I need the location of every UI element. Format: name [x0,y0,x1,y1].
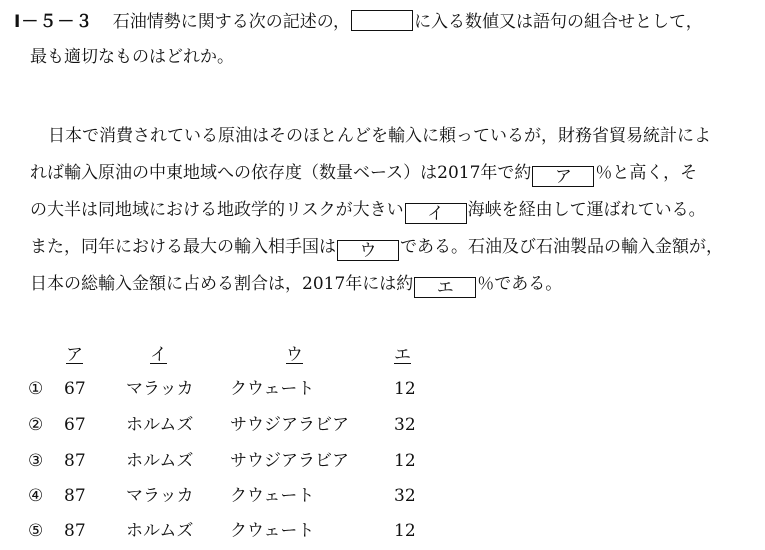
option-mark: ② [28,415,44,435]
blank-a: ア [532,166,594,187]
cell-i: ホルムズ [126,521,194,541]
cell-a: 67 [64,415,86,435]
passage-text: 海峡を経由して運ばれている。 [467,200,706,220]
passage-text: れば輸入原油の中東地域への依存度（数量ベース）は2017年で約 [30,163,532,183]
option-mark: ① [28,379,44,399]
question-line-2 [30,46,234,68]
option-mark: ⑤ [28,521,44,541]
question-number: Ⅰ－５－３ [14,12,94,32]
cell-e: 12 [394,521,416,541]
blank-e: エ [414,277,476,298]
passage-text: ％と高く，そ [595,163,698,183]
cell-e: 12 [394,451,416,471]
cell-a: 87 [64,486,86,506]
passage-line-4 [30,236,723,261]
cell-i: ホルムズ [126,451,194,471]
passage-line-2 [30,162,697,187]
blank-u: ウ [337,240,399,261]
cell-a: 87 [64,451,86,471]
table-header-u: ウ [286,345,303,365]
question-stem-part2: に入る数値又は語句の組合せとして， [414,12,703,32]
blank-i: イ [405,203,467,224]
cell-u: クウェート [230,379,315,399]
cell-e: 32 [394,415,416,435]
passage-text: ％である。 [477,274,563,294]
option-mark: ③ [28,451,44,471]
question-line-1 [14,10,703,33]
cell-e: 12 [394,379,416,399]
cell-u: サウジアラビア [230,451,349,471]
cell-i: ホルムズ [126,415,194,435]
passage-text: 日本の総輸入金額に占める割合は，2017年には約 [30,274,414,294]
passage-line-5 [30,273,562,298]
cell-u: クウェート [230,486,315,506]
table-header-a: ア [66,345,83,365]
passage-line-1 [48,125,711,147]
passage-text: である。石油及び石油製品の輸入金額が， [400,237,723,257]
cell-i: マラッカ [126,486,194,506]
table-header-e: エ [394,345,411,365]
cell-i: マラッカ [126,379,194,399]
passage-text: また，同年における最大の輸入相手国は [30,237,336,257]
passage-text: 日本で消費されている原油はそのほとんどを輸入に頼っているが，財務省貿易統計によ [48,126,711,146]
passage-line-3 [30,199,706,224]
option-mark: ④ [28,486,44,506]
cell-a: 67 [64,379,86,399]
table-header-i: イ [150,345,167,365]
cell-e: 32 [394,486,416,506]
empty-blank-box [351,10,413,31]
cell-u: サウジアラビア [230,415,349,435]
cell-a: 87 [64,521,86,541]
question-stem-part1: 石油情勢に関する次の記述の， [112,12,351,32]
cell-u: クウェート [230,521,315,541]
question-stem-line2: 最も適切なものはどれか。 [30,47,234,67]
passage-text: の大半は同地域における地政学的リスクが大きい [30,200,404,220]
